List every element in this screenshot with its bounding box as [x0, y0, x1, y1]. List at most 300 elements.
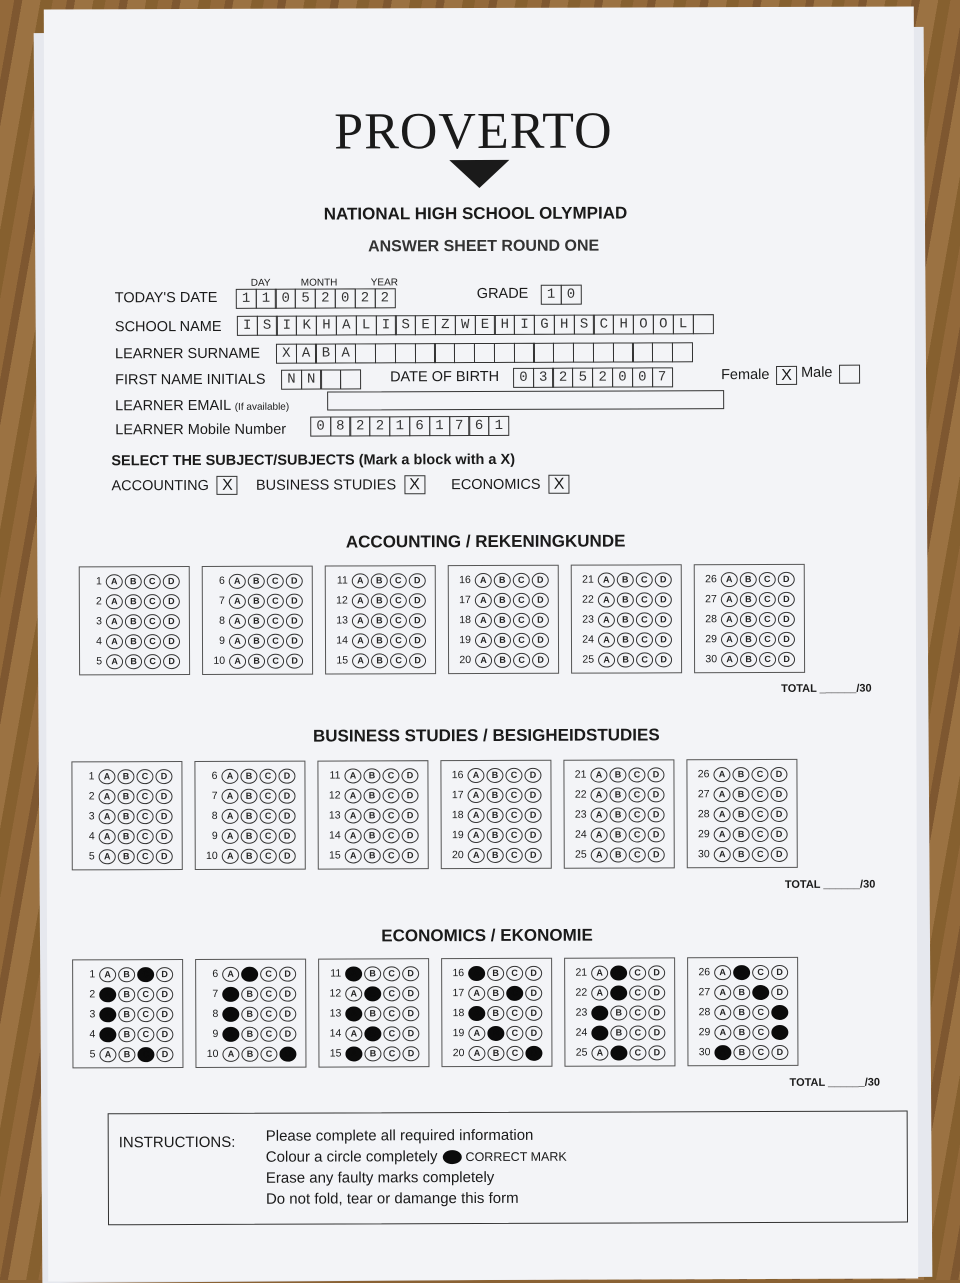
answer-bubble-a[interactable]: A [106, 634, 123, 649]
char-cell[interactable]: C [593, 315, 614, 335]
answer-bubble-d[interactable]: D [402, 808, 419, 823]
answer-bubble-d[interactable]: D [402, 1046, 419, 1061]
answer-bubble-c[interactable]: C [759, 591, 776, 606]
answer-bubble-b[interactable]: B [617, 632, 634, 647]
char-cell[interactable] [652, 342, 673, 362]
answer-bubble-b[interactable]: B [733, 1025, 750, 1040]
answer-bubble-a[interactable]: A [598, 612, 615, 627]
char-cell[interactable]: 2 [374, 288, 395, 308]
answer-bubble-c[interactable]: C [629, 807, 646, 822]
char-cell[interactable] [414, 343, 435, 363]
answer-bubble-c[interactable]: C [144, 654, 161, 669]
char-cell[interactable] [494, 343, 515, 363]
answer-bubble-c[interactable]: C [137, 829, 154, 844]
char-cell[interactable] [573, 343, 594, 363]
answer-bubble-d[interactable]: D [156, 987, 173, 1002]
char-cell[interactable]: Z [435, 315, 456, 335]
answer-bubble-a[interactable]: A [714, 847, 731, 862]
answer-bubble-b[interactable]: B [487, 965, 504, 980]
answer-bubble-c[interactable]: C [267, 633, 284, 648]
answer-bubble-a[interactable]: A [721, 592, 738, 607]
answer-bubble-a[interactable]: A [721, 612, 738, 627]
char-cell[interactable]: 1 [255, 289, 276, 309]
answer-bubble-b[interactable]: B [487, 827, 504, 842]
answer-bubble-a[interactable]: A [468, 847, 485, 862]
answer-bubble-b[interactable]: B [610, 847, 627, 862]
answer-bubble-b[interactable]: B [733, 1045, 750, 1060]
answer-bubble-b[interactable]: B [732, 767, 749, 782]
answer-bubble-b[interactable]: B [487, 1005, 504, 1020]
answer-bubble-c[interactable]: C [505, 767, 522, 782]
answer-bubble-a[interactable]: A [229, 653, 246, 668]
char-cell[interactable]: A [335, 343, 356, 363]
answer-bubble-c[interactable]: C [513, 592, 530, 607]
answer-bubble-c[interactable]: C [506, 787, 523, 802]
answer-bubble-b[interactable]: B [125, 614, 142, 629]
answer-bubble-d[interactable]: D [402, 848, 419, 863]
char-cell[interactable]: L [673, 314, 694, 334]
answer-bubble-a[interactable]: A [106, 654, 123, 669]
char-cell[interactable]: I [276, 316, 297, 336]
answer-bubble-c[interactable]: C [636, 612, 653, 627]
answer-bubble-d[interactable]: D [532, 652, 549, 667]
answer-bubble-a[interactable]: A [221, 768, 238, 783]
char-cell[interactable]: 5 [295, 289, 316, 309]
answer-bubble-d[interactable]: D [525, 1045, 542, 1060]
answer-bubble-d[interactable]: D [532, 632, 549, 647]
answer-bubble-a[interactable]: A [352, 613, 369, 628]
answer-bubble-b[interactable]: B [371, 613, 388, 628]
answer-bubble-d[interactable]: D [409, 633, 426, 648]
answer-bubble-d[interactable]: D [525, 827, 542, 842]
answer-bubble-d[interactable]: D [648, 985, 665, 1000]
answer-bubble-b[interactable]: B [371, 593, 388, 608]
char-cell[interactable]: 2 [354, 288, 375, 308]
male-checkbox[interactable] [839, 365, 860, 384]
answer-bubble-d[interactable]: D [778, 571, 795, 586]
answer-bubble-a[interactable]: A [106, 614, 123, 629]
answer-bubble-c[interactable]: C [629, 985, 646, 1000]
answer-bubble-b[interactable]: B [610, 1025, 627, 1040]
subject-economics-checkbox[interactable]: X [549, 475, 570, 494]
answer-bubble-d[interactable]: D [409, 593, 426, 608]
char-cell[interactable]: 2 [315, 289, 336, 309]
answer-bubble-c[interactable]: C [752, 846, 769, 861]
answer-bubble-a[interactable]: A [721, 572, 738, 587]
answer-bubble-a[interactable]: A [468, 827, 485, 842]
answer-bubble-b[interactable]: B [248, 573, 265, 588]
answer-bubble-c[interactable]: C [137, 967, 154, 982]
char-cell[interactable]: I [375, 315, 396, 335]
answer-bubble-d[interactable]: D [279, 808, 296, 823]
answer-bubble-b[interactable]: B [494, 612, 511, 627]
answer-bubble-d[interactable]: D [647, 787, 664, 802]
answer-bubble-b[interactable]: B [610, 1045, 627, 1060]
answer-bubble-a[interactable]: A [229, 613, 246, 628]
answer-bubble-d[interactable]: D [156, 829, 173, 844]
answer-bubble-c[interactable]: C [260, 1026, 277, 1041]
answer-bubble-c[interactable]: C [390, 573, 407, 588]
answer-bubble-d[interactable]: D [163, 574, 180, 589]
answer-bubble-a[interactable]: A [591, 847, 608, 862]
answer-bubble-c[interactable]: C [390, 593, 407, 608]
answer-bubble-c[interactable]: C [260, 1046, 277, 1061]
answer-bubble-a[interactable]: A [598, 632, 615, 647]
answer-bubble-c[interactable]: C [629, 827, 646, 842]
answer-bubble-b[interactable]: B [487, 985, 504, 1000]
answer-bubble-d[interactable]: D [778, 611, 795, 626]
char-cell[interactable] [613, 342, 634, 362]
answer-bubble-c[interactable]: C [506, 807, 523, 822]
answer-bubble-c[interactable]: C [267, 593, 284, 608]
answer-bubble-c[interactable]: C [260, 828, 277, 843]
answer-bubble-d[interactable]: D [525, 1005, 542, 1020]
answer-bubble-d[interactable]: D [532, 612, 549, 627]
answer-bubble-d[interactable]: D [525, 985, 542, 1000]
answer-bubble-c[interactable]: C [506, 1025, 523, 1040]
answer-bubble-d[interactable]: D [771, 1004, 788, 1019]
answer-bubble-c[interactable]: C [144, 594, 161, 609]
answer-bubble-d[interactable]: D [163, 654, 180, 669]
answer-bubble-a[interactable]: A [345, 1046, 362, 1061]
answer-bubble-b[interactable]: B [494, 572, 511, 587]
answer-bubble-c[interactable]: C [752, 1024, 769, 1039]
answer-bubble-c[interactable]: C [383, 808, 400, 823]
char-cell[interactable]: 2 [350, 416, 371, 436]
answer-bubble-d[interactable]: D [278, 768, 295, 783]
answer-bubble-b[interactable]: B [733, 1005, 750, 1020]
answer-bubble-a[interactable]: A [345, 788, 362, 803]
answer-bubble-a[interactable]: A [345, 966, 362, 981]
answer-bubble-d[interactable]: D [279, 848, 296, 863]
answer-bubble-d[interactable]: D [778, 591, 795, 606]
char-cell[interactable]: 7 [652, 367, 673, 387]
answer-bubble-d[interactable]: D [655, 592, 672, 607]
answer-bubble-a[interactable]: A [345, 1026, 362, 1041]
answer-bubble-d[interactable]: D [402, 986, 419, 1001]
char-cell[interactable]: 2 [592, 368, 613, 388]
answer-bubble-a[interactable]: A [222, 808, 239, 823]
answer-bubble-a[interactable]: A [591, 1025, 608, 1040]
answer-bubble-a[interactable]: A [99, 849, 116, 864]
answer-bubble-c[interactable]: C [260, 986, 277, 1001]
answer-bubble-c[interactable]: C [260, 788, 277, 803]
subject-business-checkbox[interactable]: X [404, 475, 425, 494]
answer-bubble-d[interactable]: D [286, 653, 303, 668]
answer-bubble-a[interactable]: A [352, 633, 369, 648]
answer-bubble-a[interactable]: A [714, 1025, 731, 1040]
answer-bubble-d[interactable]: D [771, 826, 788, 841]
answer-bubble-a[interactable]: A [468, 1025, 485, 1040]
char-cell[interactable]: X [276, 344, 297, 364]
answer-bubble-b[interactable]: B [487, 1045, 504, 1060]
answer-bubble-a[interactable]: A [468, 965, 485, 980]
answer-bubble-c[interactable]: C [752, 806, 769, 821]
answer-bubble-c[interactable]: C [383, 986, 400, 1001]
answer-bubble-a[interactable]: A [598, 572, 615, 587]
answer-bubble-a[interactable]: A [591, 1005, 608, 1020]
char-cell[interactable] [632, 342, 653, 362]
answer-bubble-c[interactable]: C [759, 631, 776, 646]
answer-bubble-d[interactable]: D [286, 613, 303, 628]
answer-bubble-b[interactable]: B [118, 987, 135, 1002]
answer-bubble-c[interactable]: C [383, 1026, 400, 1041]
answer-bubble-a[interactable]: A [222, 1006, 239, 1021]
char-cell[interactable]: 1 [488, 416, 509, 436]
answer-bubble-d[interactable]: D [771, 1024, 788, 1039]
answer-bubble-b[interactable]: B [610, 787, 627, 802]
answer-bubble-d[interactable]: D [156, 967, 173, 982]
answer-bubble-d[interactable]: D [532, 572, 549, 587]
char-cell[interactable]: 1 [541, 285, 562, 305]
answer-bubble-c[interactable]: C [759, 611, 776, 626]
answer-bubble-c[interactable]: C [759, 571, 776, 586]
char-cell[interactable]: 0 [310, 417, 331, 437]
char-cell[interactable]: H [494, 315, 515, 335]
answer-bubble-b[interactable]: B [125, 634, 142, 649]
answer-bubble-a[interactable]: A [591, 827, 608, 842]
answer-bubble-a[interactable]: A [345, 1006, 362, 1021]
answer-bubble-a[interactable]: A [222, 788, 239, 803]
answer-bubble-b[interactable]: B [740, 612, 757, 627]
answer-bubble-b[interactable]: B [740, 652, 757, 667]
answer-bubble-c[interactable]: C [267, 613, 284, 628]
char-cell[interactable]: O [633, 314, 654, 334]
answer-bubble-b[interactable]: B [248, 653, 265, 668]
answer-bubble-a[interactable]: A [222, 1046, 239, 1061]
answer-bubble-c[interactable]: C [506, 1045, 523, 1060]
answer-bubble-c[interactable]: C [383, 828, 400, 843]
email-field[interactable] [327, 390, 724, 410]
answer-bubble-c[interactable]: C [636, 572, 653, 587]
answer-bubble-a[interactable]: A [475, 632, 492, 647]
answer-bubble-a[interactable]: A [475, 572, 492, 587]
answer-bubble-d[interactable]: D [409, 613, 426, 628]
answer-bubble-c[interactable]: C [513, 612, 530, 627]
answer-bubble-d[interactable]: D [770, 766, 787, 781]
answer-bubble-b[interactable]: B [241, 848, 258, 863]
answer-bubble-a[interactable]: A [229, 573, 246, 588]
answer-bubble-c[interactable]: C [629, 1045, 646, 1060]
answer-bubble-b[interactable]: B [240, 768, 257, 783]
answer-bubble-b[interactable]: B [241, 966, 258, 981]
answer-bubble-d[interactable]: D [279, 986, 296, 1001]
subject-accounting-checkbox[interactable]: X [217, 476, 238, 495]
answer-bubble-a[interactable]: A [98, 769, 115, 784]
answer-bubble-d[interactable]: D [402, 1026, 419, 1041]
answer-bubble-c[interactable]: C [144, 634, 161, 649]
answer-bubble-d[interactable]: D [279, 828, 296, 843]
answer-bubble-c[interactable]: C [752, 1044, 769, 1059]
char-cell[interactable] [320, 369, 341, 389]
char-cell[interactable]: 0 [560, 285, 581, 305]
answer-bubble-d[interactable]: D [655, 572, 672, 587]
answer-bubble-d[interactable]: D [771, 846, 788, 861]
grade-cells[interactable] [542, 285, 582, 304]
answer-bubble-a[interactable]: A [475, 612, 492, 627]
answer-bubble-c[interactable]: C [629, 1025, 646, 1040]
answer-bubble-b[interactable]: B [248, 593, 265, 608]
answer-bubble-d[interactable]: D [648, 847, 665, 862]
date-cells[interactable] [237, 288, 396, 308]
answer-bubble-b[interactable]: B [241, 1026, 258, 1041]
answer-bubble-c[interactable]: C [260, 848, 277, 863]
answer-bubble-b[interactable]: B [364, 986, 381, 1001]
answer-bubble-c[interactable]: C [137, 1047, 154, 1062]
answer-bubble-a[interactable]: A [713, 787, 730, 802]
answer-bubble-b[interactable]: B [118, 849, 135, 864]
answer-bubble-c[interactable]: C [752, 826, 769, 841]
answer-bubble-b[interactable]: B [494, 592, 511, 607]
answer-bubble-d[interactable]: D [409, 573, 426, 588]
answer-bubble-d[interactable]: D [648, 1045, 665, 1060]
char-cell[interactable]: 0 [275, 289, 296, 309]
answer-bubble-b[interactable]: B [364, 848, 381, 863]
answer-bubble-d[interactable]: D [778, 631, 795, 646]
char-cell[interactable]: K [296, 316, 317, 336]
answer-bubble-c[interactable]: C [513, 572, 530, 587]
answer-bubble-b[interactable]: B [118, 1007, 135, 1022]
char-cell[interactable]: I [514, 315, 535, 335]
answer-bubble-c[interactable]: C [382, 768, 399, 783]
char-cell[interactable]: I [237, 316, 258, 336]
answer-bubble-c[interactable]: C [383, 788, 400, 803]
char-cell[interactable]: 5 [572, 368, 593, 388]
answer-bubble-a[interactable]: A [714, 827, 731, 842]
answer-bubble-d[interactable]: D [156, 849, 173, 864]
answer-bubble-a[interactable]: A [222, 1026, 239, 1041]
char-cell[interactable] [692, 314, 713, 334]
answer-bubble-d[interactable]: D [402, 828, 419, 843]
char-cell[interactable]: H [613, 314, 634, 334]
char-cell[interactable]: 7 [449, 416, 470, 436]
char-cell[interactable]: 0 [632, 367, 653, 387]
mobile-cells[interactable] [311, 416, 509, 436]
answer-bubble-b[interactable]: B [364, 1046, 381, 1061]
answer-bubble-a[interactable]: A [99, 1027, 116, 1042]
char-cell[interactable] [672, 342, 693, 362]
answer-bubble-d[interactable]: D [279, 788, 296, 803]
answer-bubble-c[interactable]: C [260, 1006, 277, 1021]
answer-bubble-a[interactable]: A [598, 592, 615, 607]
answer-bubble-b[interactable]: B [364, 808, 381, 823]
char-cell[interactable]: 6 [469, 416, 490, 436]
answer-bubble-d[interactable]: D [286, 573, 303, 588]
answer-bubble-a[interactable]: A [99, 809, 116, 824]
answer-bubble-a[interactable]: A [467, 767, 484, 782]
answer-bubble-d[interactable]: D [163, 594, 180, 609]
answer-bubble-d[interactable]: D [402, 1006, 419, 1021]
answer-bubble-b[interactable]: B [125, 654, 142, 669]
answer-bubble-a[interactable]: A [468, 1045, 485, 1060]
answer-bubble-c[interactable]: C [137, 849, 154, 864]
answer-bubble-c[interactable]: C [506, 847, 523, 862]
answer-bubble-c[interactable]: C [629, 1005, 646, 1020]
char-cell[interactable] [434, 343, 455, 363]
answer-bubble-b[interactable]: B [371, 633, 388, 648]
answer-bubble-b[interactable]: B [241, 828, 258, 843]
char-cell[interactable] [474, 343, 495, 363]
answer-bubble-a[interactable]: A [352, 653, 369, 668]
answer-bubble-a[interactable]: A [591, 1045, 608, 1060]
answer-bubble-b[interactable]: B [241, 808, 258, 823]
answer-bubble-b[interactable]: B [241, 788, 258, 803]
char-cell[interactable]: A [336, 315, 357, 335]
initials-cells[interactable] [282, 369, 361, 388]
answer-bubble-a[interactable]: A [99, 1047, 116, 1062]
answer-bubble-b[interactable]: B [371, 653, 388, 668]
answer-bubble-b[interactable]: B [364, 1026, 381, 1041]
answer-bubble-a[interactable]: A [345, 848, 362, 863]
female-checkbox[interactable]: X [776, 366, 797, 385]
answer-bubble-d[interactable]: D [279, 966, 296, 981]
char-cell[interactable]: N [281, 370, 302, 390]
char-cell[interactable]: E [415, 315, 436, 335]
answer-bubble-c[interactable]: C [629, 847, 646, 862]
char-cell[interactable]: S [573, 315, 594, 335]
answer-bubble-c[interactable]: C [506, 1005, 523, 1020]
char-cell[interactable]: 0 [513, 368, 534, 388]
answer-bubble-c[interactable]: C [629, 965, 646, 980]
answer-bubble-a[interactable]: A [475, 592, 492, 607]
answer-bubble-b[interactable]: B [610, 1005, 627, 1020]
answer-bubble-a[interactable]: A [598, 652, 615, 667]
answer-bubble-d[interactable]: D [771, 964, 788, 979]
answer-bubble-c[interactable]: C [506, 985, 523, 1000]
answer-bubble-c[interactable]: C [390, 633, 407, 648]
char-cell[interactable]: 6 [409, 416, 430, 436]
answer-bubble-c[interactable]: C [144, 614, 161, 629]
char-cell[interactable] [533, 343, 554, 363]
answer-bubble-d[interactable]: D [286, 593, 303, 608]
answer-bubble-d[interactable]: D [163, 614, 180, 629]
answer-bubble-d[interactable]: D [771, 984, 788, 999]
answer-bubble-d[interactable]: D [647, 767, 664, 782]
answer-bubble-a[interactable]: A [714, 1045, 731, 1060]
answer-bubble-a[interactable]: A [713, 767, 730, 782]
answer-bubble-b[interactable]: B [118, 829, 135, 844]
answer-bubble-c[interactable]: C [137, 1007, 154, 1022]
answer-bubble-a[interactable]: A [468, 1005, 485, 1020]
answer-bubble-c[interactable]: C [260, 966, 277, 981]
answer-bubble-b[interactable]: B [617, 612, 634, 627]
answer-bubble-b[interactable]: B [118, 1027, 135, 1042]
answer-bubble-c[interactable]: C [383, 1046, 400, 1061]
answer-bubble-a[interactable]: A [345, 828, 362, 843]
answer-bubble-a[interactable]: A [714, 1005, 731, 1020]
answer-bubble-c[interactable]: C [136, 769, 153, 784]
char-cell[interactable]: L [356, 315, 377, 335]
answer-bubble-d[interactable]: D [156, 789, 173, 804]
answer-bubble-d[interactable]: D [778, 651, 795, 666]
answer-bubble-c[interactable]: C [383, 966, 400, 981]
char-cell[interactable]: 1 [236, 289, 257, 309]
answer-bubble-b[interactable]: B [248, 613, 265, 628]
answer-bubble-c[interactable]: C [629, 787, 646, 802]
char-cell[interactable]: A [296, 344, 317, 364]
answer-bubble-c[interactable]: C [137, 1027, 154, 1042]
answer-bubble-c[interactable]: C [636, 652, 653, 667]
answer-bubble-d[interactable]: D [156, 809, 173, 824]
answer-bubble-a[interactable]: A [721, 632, 738, 647]
answer-bubble-a[interactable]: A [352, 573, 369, 588]
answer-bubble-b[interactable]: B [733, 827, 750, 842]
answer-bubble-d[interactable]: D [525, 1025, 542, 1040]
answer-bubble-b[interactable]: B [487, 787, 504, 802]
answer-bubble-d[interactable]: D [156, 1047, 173, 1062]
char-cell[interactable] [553, 343, 574, 363]
answer-bubble-c[interactable]: C [137, 809, 154, 824]
